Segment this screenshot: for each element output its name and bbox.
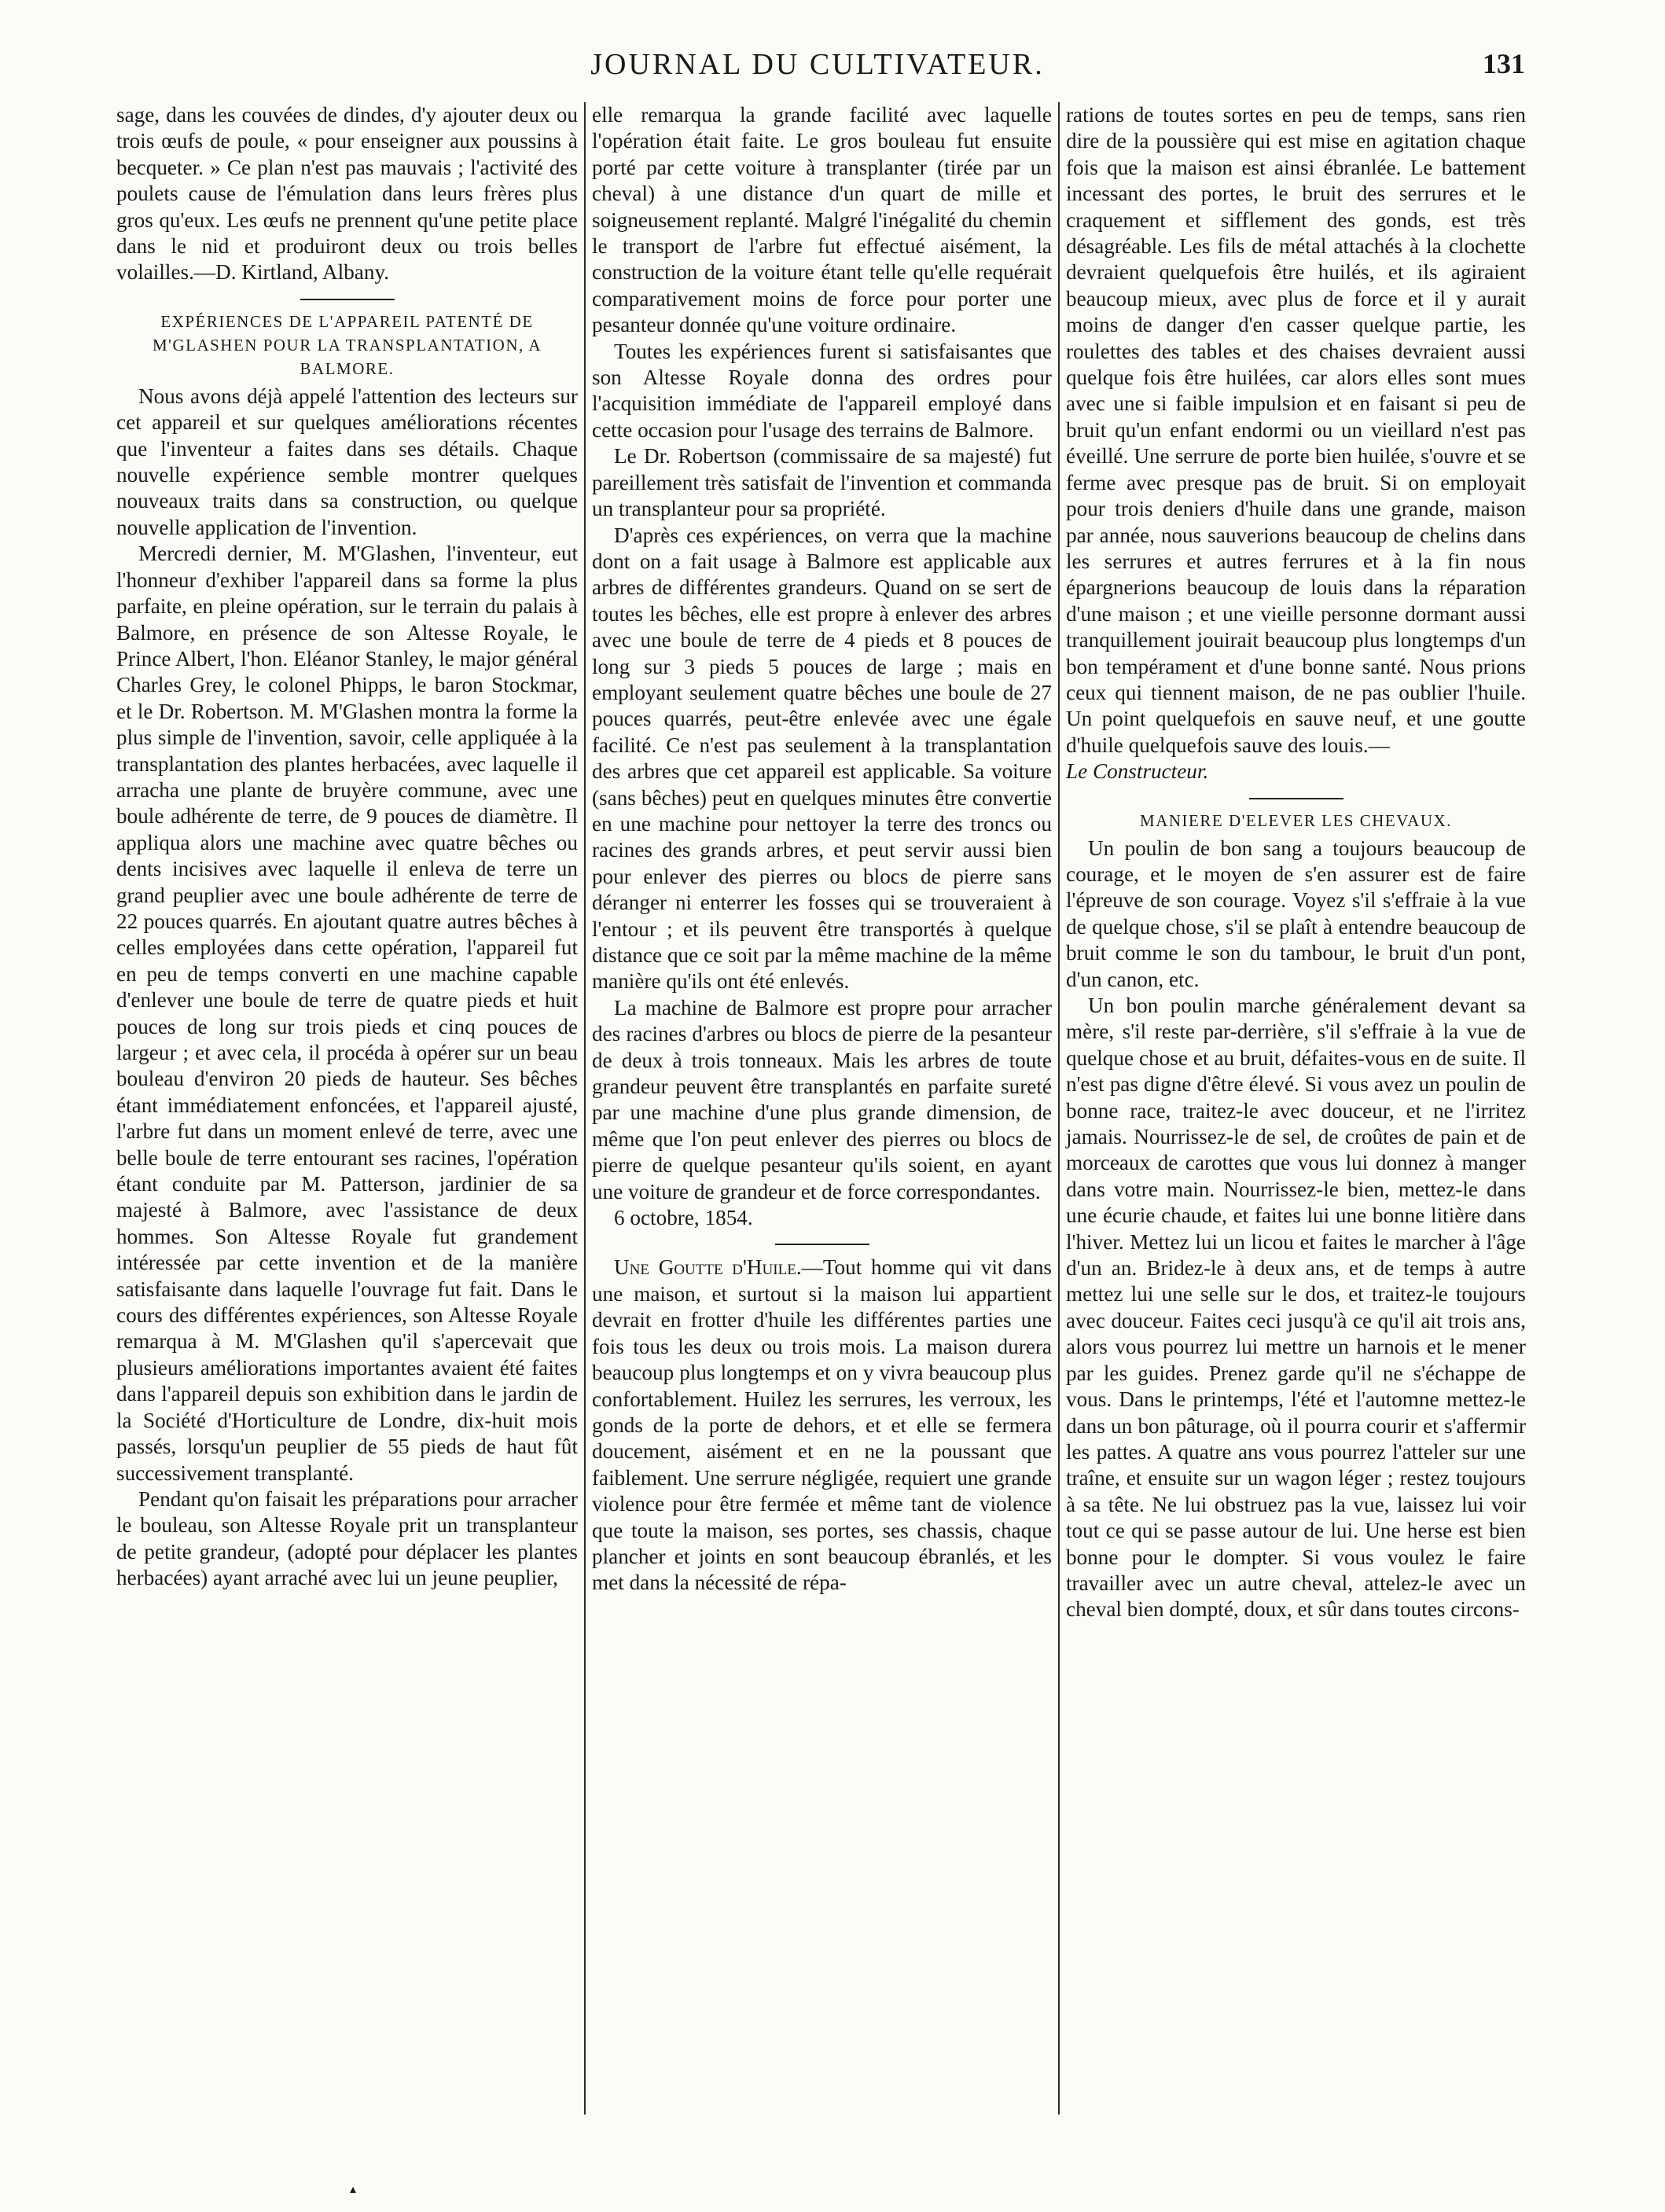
running-header: [110, 47, 1525, 94]
paragraph: Pendant qu'on faisait les préparations pour arracher le bouleau, son Altesse Royale prit un transplanteur de petite grandeur, (adopté pour déplacer les plantes herbacées) ayant arraché avec lui un jeune peuplier,: [116, 1486, 578, 1590]
signature: Le Constructeur.: [1066, 759, 1209, 784]
print-mark-icon: ▴: [350, 2183, 357, 2196]
paragraph: La machine de Balmore est propre pour arracher des racines d'arbres ou blocs de pierre de la pesanteur de deux à trois tonneaux. Mais les arbres de toute grandeur peuvent être transplantés en parfaite sureté par une machine d'une plus grande dimension, de même que l'on peut enlever des pierres ou blocs de pierre de quelque pesanteur qu'ils soient, en ayant une voiture de grandeur et de force correspondantes.: [592, 995, 1052, 1203]
column-2: [584, 102, 1058, 2115]
section-title: EXPÉRIENCES DE L'APPAREIL PATENTÉ DE M'GLASHEN POUR LA TRANSPLANTATION, A BALMORE.: [153, 311, 542, 378]
text-columns: [110, 102, 1549, 2115]
page-number: 131: [1483, 48, 1525, 79]
paragraph: elle remarqua la grande facilité avec laquelle l'opération était faite. Le gros bouleau fut ensuite porté par cette voiture à transplanter (tirée par un cheval) à une distance d'un quart de mille et soigneusement replanté. Malgré l'inégalité du chemin le transport de l'arbre fut effectué aisément, la construction de la voiture étant telle qu'elle requérait comparativement moins de force pour porter une pesanteur donnée qu'une voiture ordinaire.: [592, 103, 1052, 337]
section-divider: [1249, 798, 1343, 799]
paragraph: rations de toutes sortes en peu de temps, sans rien dire de la poussière qui est mise en agitation chaque fois que la maison est ainsi ébranlée. Le battement incessant des portes, le bruit des serrures et le craquement et sifflement des gonds, est très désagréable. Les fils de métal attachés à la clochette devraient quelquefois être huilés, et ils agiraient beaucoup mieux, avec plus de force et il y aurait moins de danger d'en casser quelque partie, les roulettes des tables et des chaises devraient aussi quelque fois être huilées, car alors elles sont mues avec une si faible impulsion et en faisant si peu de bruit qu'un enfant endormi ou un vieillard n'est pas éveillé. Une serrure de porte bien huilée, s'ouvre et se ferme avec presque pas de bruit. Si on employait pour trois deniers d'huile dans une grande, maison par année, nous sauverions beaucoup de chelins dans les serrures et autres ferrures et à la fin nous épargnerions beaucoup de louis dans la réparation d'une maison ; et une vieille personne dormant aussi tranquillement jouirait beaucoup plus longtemps d'un bon tempérament et d'une bonne santé. Nous prions ceux qui tiennent maison, de ne pas oublier l'huile. Un point quelquefois en sauve neuf, et une goutte d'huile quelquefois sauve des louis.—: [1066, 103, 1526, 757]
column-3: [1058, 102, 1532, 2115]
article-text: —Tout homme qui vit dans une maison, et surtout si la maison lui appartient devrait en frotter d'huile les différentes parties une fois tous les deux ou trois mois. La maison durera beaucoup plus longtemps et on y vivra beaucoup plus confortablement. Huilez les serrures, les verroux, les gonds de la porte de dehors, et et elle se fermera doucement, aisément et en ne la poussant que faiblement. Une serrure négligée, requiert une grande violence pour être fermée et même tant de violence que toute la maison, ses portes, ses chassis, chaque plancher et joints en sont beaucoup ébranlés, et les met dans la nécessité de répa-: [592, 1255, 1052, 1595]
journal-title: JOURNAL DU CULTIVATEUR.: [590, 48, 1045, 81]
dateline: 6 octobre, 1854.: [614, 1206, 753, 1230]
paragraph: Le Dr. Robertson (commissaire de sa majesté) fut pareillement très satisfait de l'invention et commanda un transplanteur pour sa propriété.: [592, 444, 1052, 521]
paragraph: Nous avons déjà appelé l'attention des lecteurs sur cet appareil et sur quelques améliorations récentes que l'inventeur a faites dans ses détails. Chaque nouvelle expérience semble montrer quelques nouveaux traits dans sa construction, ou quelque nouvelle application de l'invention.: [116, 384, 578, 539]
section-divider: [775, 1244, 869, 1245]
paragraph: [592, 1255, 1052, 1596]
paragraph: sage, dans les couvées de dindes, d'y ajouter deux ou trois œufs de poule, « pour enseigner aux poussins à becqueter. » Ce plan n'est pas mauvais ; l'activité des poulets cause de l'émulation dans leurs frères plus gros qu'eux. Les œufs ne prennent qu'une petite place dans le nid et produiront deux ou trois belles volailles.—D. Kirtland, Albany.: [116, 103, 578, 285]
section-divider: [300, 299, 395, 300]
paragraph: Toutes les expériences furent si satisfaisantes que son Altesse Royale donna des ordres pour l'acquisition immédiate de l'appareil employé dans cette occasion pour l'usage des terrains de Balmore.: [592, 339, 1052, 442]
article-title: Une Goutte d'Huile.: [614, 1255, 802, 1280]
paragraph: Un poulin de bon sang a toujours beaucoup de courage, et le moyen de s'en assurer est de faire l'épreuve de son courage. Voyez s'il s'effraie à la vue de quelque chose, s'il se plaît à entendre beaucoup de bruit comme le son du tambour, le bruit d'un pont, d'un canon, etc.: [1066, 836, 1526, 991]
paragraph: Un bon poulin marche généralement devant sa mère, s'il reste par-derrière, s'il s'effraie à la vue de quelque chose et au bruit, défaites-vous en de suite. Il n'est pas digne d'être élevé. Si vous avez un poulin de bonne race, traitez-le avec douceur, et ne l'irritez jamais. Nourrissez-le de sel, de croûtes de pain et de morceaux de carottes que vous lui donnez à manger dans votre main. Nourrissez-le bien, mettez-le dans une écurie chaude, et faites lui une bonne litière dans l'hiver. Mettez lui un licou et faites le marcher à l'âge d'un an. Bridez-le à deux ans, et de temps à autre mettez lui une selle sur le dos, et traitez-le toujours avec douceur. Faites ceci jusqu'à ce qu'il ait trois ans, alors vous pourrez lui mettre un harnois et le mener par les guides. Prenez garde qu'il ne s'échappe de vous. Dans le printemps, l'été et l'automne mettez-le dans un bon pâturage, où il pourra courir et s'affermir les pattes. A quatre ans vous pourrez l'atteler sur une traîne, et ensuite sur un wagon léger ; restez toujours à sa tête. Ne lui obstruez pas la vue, laissez lui voir tout ce qui se passe autour de lui. Une herse est bien bonne pour le dompter. Si vous voulez le faire travailler avec un autre cheval, attelez-le avec un cheval bien dompté, doux, et sûr dans toutes circons-: [1066, 994, 1526, 1622]
paragraph: D'après ces expériences, on verra que la machine dont on a fait usage à Balmore est applicable aux arbres de différentes grandeurs. Quand on se sert de toutes les bêches, elle est propre à enlever des arbres avec une boule de terre de 4 pieds et 8 pouces de long sur 3 pieds 5 pouces de large ; mais en employant seulement quatre bêches une boule de 27 pouces quarrés, peut-être enlevée avec une égale facilité. Ce n'est pas seulement à la transplantation des arbres que cet appareil est applicable. Sa voiture (sans bêches) peut en quelques minutes être convertie en une machine pour nettoyer la terre des troncs ou racines des grands arbres, et peut servir aussi bien pour enlever des pierres ou blocs de pierre sans déranger ni enterrer les fosses qui se trouveraient à l'entour ; et ils peuvent être transportés à quelque distance que ce soit par la même machine de la même manière qu'ils ont été enlevés.: [592, 523, 1052, 994]
section-title: MANIERE D'ELEVER LES CHEVAUX.: [1140, 810, 1452, 830]
column-1: [110, 102, 584, 2115]
paragraph: Mercredi dernier, M. M'Glashen, l'inventeur, eut l'honneur d'exhiber l'appareil dans sa forme la plus parfaite, en pleine opération, sur le terrain du palais à Balmore, en présence de son Altesse Royale, le Prince Albert, l'hon. Eléanor Stanley, le major général Charles Grey, le colonel Phipps, le baron Stockmar, et le Dr. Robertson. M. M'Glashen montra la forme la plus simple de l'invention, savoir, celle appliquée à la transplantation des plantes herbacées, avec laquelle il arracha une plante de bruyère commune, avec une boule adhérente de terre, de 9 pouces de diamètre. Il appliqua alors une machine avec quatre bêches ou dents incisives avec laquelle il enleva de terre un grand peuplier avec une boule adhérente de terre de 22 pouces quarrés. En ajoutant quatre autres bêches à celles employées dans cette opération, l'appareil fut en peu de temps converti en une machine capable d'enlever une boule de terre de quatre pieds et huit pouces de long sur trois pieds et cinq pouces de largeur ; et avec cela, il procéda à opérer sur un beau bouleau d'environ 20 pieds de hauteur. Ses bêches étant immédiatement enfoncées, et l'appareil ajusté, l'arbre fut dans un moment enlevé de terre, avec une belle boule de terre entourant ses racines, l'opération étant conduite par M. Patterson, jardinier de sa majesté à Balmore, avec l'assistance de deux hommes. Son Altesse Royale fut grandement intéressée par cette invention et de la manière satisfaisante dans laquelle l'ouvrage fut fait. Dans le cours des différentes expériences, son Altesse Royale remarqua à M. M'Glashen qu'il s'apercevait que plusieurs améliorations importantes avaient été faites dans l'appareil depuis son exhibition dans le jardin de la Société d'Horticulture de Londre, dix-huit mois passés, lorsqu'un peuplier de 55 pieds de haut fût successivement transplanté.: [116, 542, 578, 1485]
